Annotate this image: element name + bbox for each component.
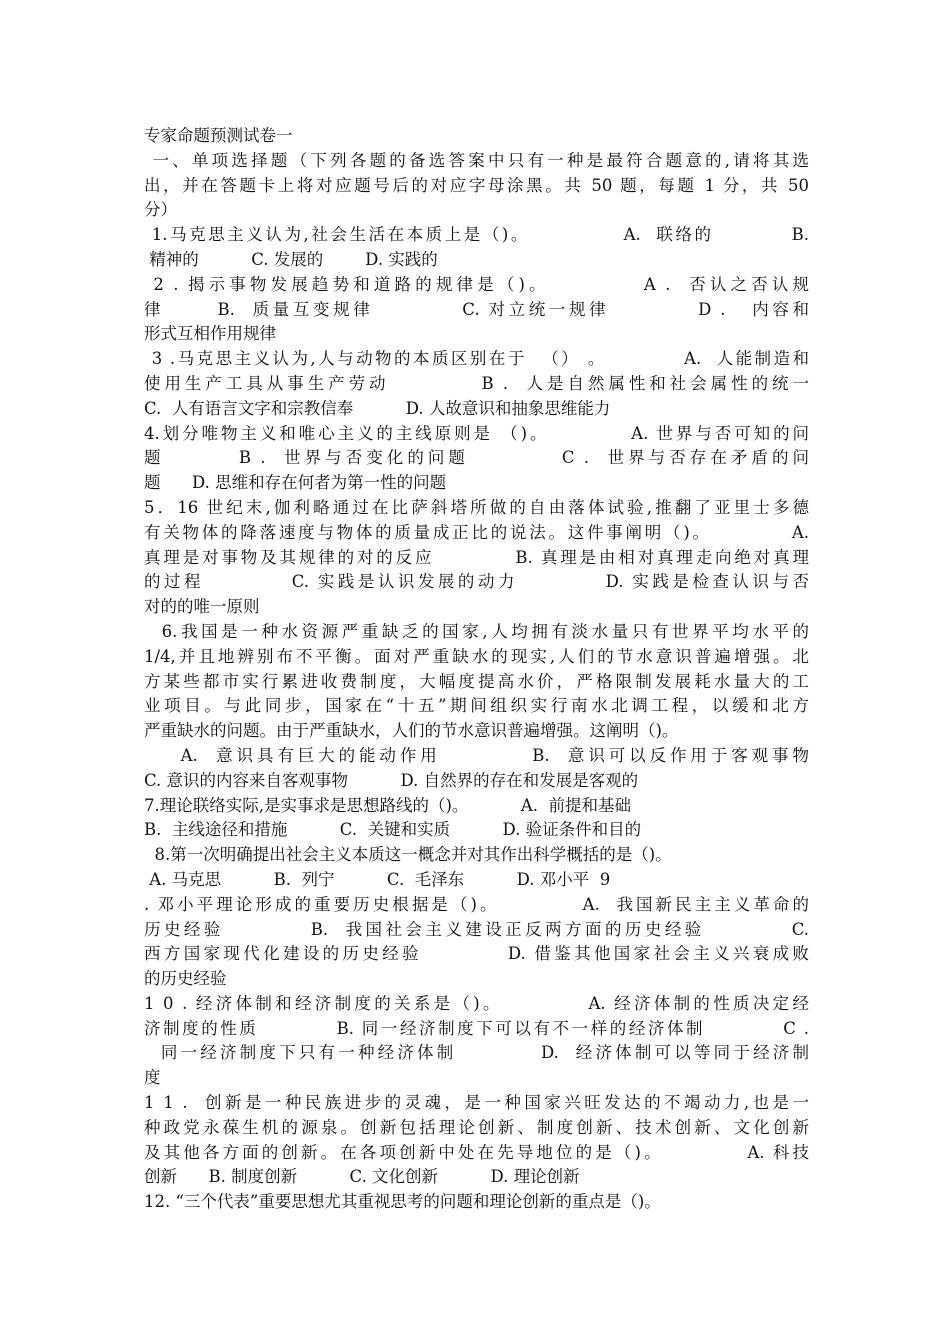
text-line: C. 人有语言文字和宗教信奉 D. 人故意识和抽象思维能力 — [144, 398, 611, 418]
text-line: 真理是对事物及其规律的对的反应 B. 真理是由相对真理走向绝对真理 — [144, 547, 809, 567]
text-line: 题 D. 思维和存在何者为第一性的问题 — [144, 473, 447, 493]
text-line: 同一经济制度下只有一种经济体制 D. 经济体制可以等同于经济制 — [144, 1043, 809, 1063]
text-line: 出，并在答题卡上将对应题号后的对应字母涂黑。共 50 题，每题 1 分，共 50 — [144, 175, 809, 195]
text-line: 严重缺水的问题。由于严重缺水，人们的节水意识普遍增强。这阐明（)。 — [144, 721, 679, 741]
document-page — [144, 124, 809, 1215]
text-line: 8.第一次明确提出社会主义本质这一概念并对其作出科学概括的是（)。 — [144, 845, 672, 865]
text-line: 律 B. 质量互变规律 C. 对立统一规律 D . 内容和 — [144, 299, 809, 319]
text-line: 度 — [144, 1068, 161, 1088]
text-line: 6.我国是一种水资源严重缺乏的国家,人均拥有淡水量只有世界平均水平的 — [144, 621, 809, 641]
text-line: 一、单项选择题（下列各题的备选答案中只有一种是最符合题意的,请将其选 — [144, 150, 809, 170]
text-line: A. 马克思 B. 列宁 C. 毛泽东 D. 邓小平 9 — [144, 869, 611, 889]
text-line: 的历史经验 — [144, 969, 227, 989]
text-line: 创新 B. 制度创新 C. 文化创新 D. 理论创新 — [144, 1167, 580, 1187]
text-line: 4.划分唯物主义和唯心主义的主线原则是 （)。 A. 世界与否可知的问 — [144, 423, 809, 443]
text-line: 1 0 . 经济体制和经济制度的关系是（)。 A. 经济体制的性质决定经 — [144, 993, 809, 1013]
text-line: 的过程 C. 实践是认识发展的动力 D. 实践是检查认识与否 — [144, 572, 809, 592]
text-line: 业项目。与此同步，国家在“十五”期间组织实行南水北调工程，以缓和北方 — [144, 696, 809, 716]
text-line: 3 .马克思主义认为,人与动物的本质区别在于 （） 。 A. 人能制造和 — [144, 349, 809, 369]
text-line: 西方国家现代化建设的历史经验 D. 借鉴其他国家社会主义兴衰成败 — [144, 944, 809, 964]
text-line: 形式互相作用规律 — [144, 324, 276, 344]
text-line: 方某些都市实行累进收费制度，大幅度提高水价，严格限制发展耗水量大的工 — [144, 671, 809, 691]
text-line: 1 1 . 创新是一种民族进步的灵魂，是一种国家兴旺发达的不竭动力,也是一 — [144, 1093, 809, 1113]
text-line: 7.理论联络实际,是实事求是思想路线的（)。 A. 前提和基础 — [144, 795, 632, 815]
text-line: A. 意识具有巨大的能动作用 B. 意识可以反作用于客观事物 — [144, 745, 809, 765]
text-line: 题 B . 世界与否变化的问题 C . 世界与否存在矛盾的问 — [144, 448, 809, 468]
text-line: 有关物体的降落速度与物体的质量成正比的说法。这件事阐明（)。 A. — [144, 522, 809, 542]
text-line: 历史经验 B. 我国社会主义建设正反两方面的历史经验 C. — [144, 919, 809, 939]
text-line: B. 主线途径和措施 C. 关键和实质 D. 验证条件和目的 — [144, 820, 642, 840]
text-line: 12. “三个代表”重要思想尤其重视思考的问题和理论创新的重点是（)。 — [144, 1192, 661, 1212]
text-line: C. 意识的内容来自客观事物 D. 自然界的存在和发展是客观的 — [144, 770, 639, 790]
text-line: 精神的 C. 发展的 D. 实践的 — [144, 249, 438, 269]
text-line: 专家命题预测试卷一 — [144, 126, 293, 145]
text-line: 2 . 揭示事物发展趋势和道路的规律是（)。 A . 否认之否认规 — [144, 274, 809, 294]
text-line: 1.马克思主义认为,社会生活在本质上是（)。 A. 联络的 B. — [144, 225, 809, 245]
text-line: 及其他各方面的创新。在各项创新中处在先导地位的是（)。 A. 科技 — [144, 1142, 809, 1162]
text-line: 种政党永葆生机的源泉。创新包括理论创新、制度创新、技术创新、文化创新 — [144, 1117, 809, 1137]
text-line: 对的的唯一原则 — [144, 597, 260, 617]
text-line: 1/4,并且地辨别布不平衡。面对严重缺水的现实,人们的节水意识普遍增强。北 — [144, 646, 809, 666]
text-line: 5．16 世纪末,伽利略通过在比萨斜塔所做的自由落体试验,推翻了亚里士多德 — [144, 497, 809, 517]
text-line: 使用生产工具从事生产劳动 B . 人是自然属性和社会属性的统一 — [144, 373, 809, 393]
text-line: . 邓小平理论形成的重要历史根据是（)。 A. 我国新民主主义革命的 — [144, 894, 809, 914]
text-line: 分） — [144, 200, 177, 220]
text-line: 济制度的性质 B. 同一经济制度下可以有不一样的经济体制 C . — [144, 1018, 809, 1038]
